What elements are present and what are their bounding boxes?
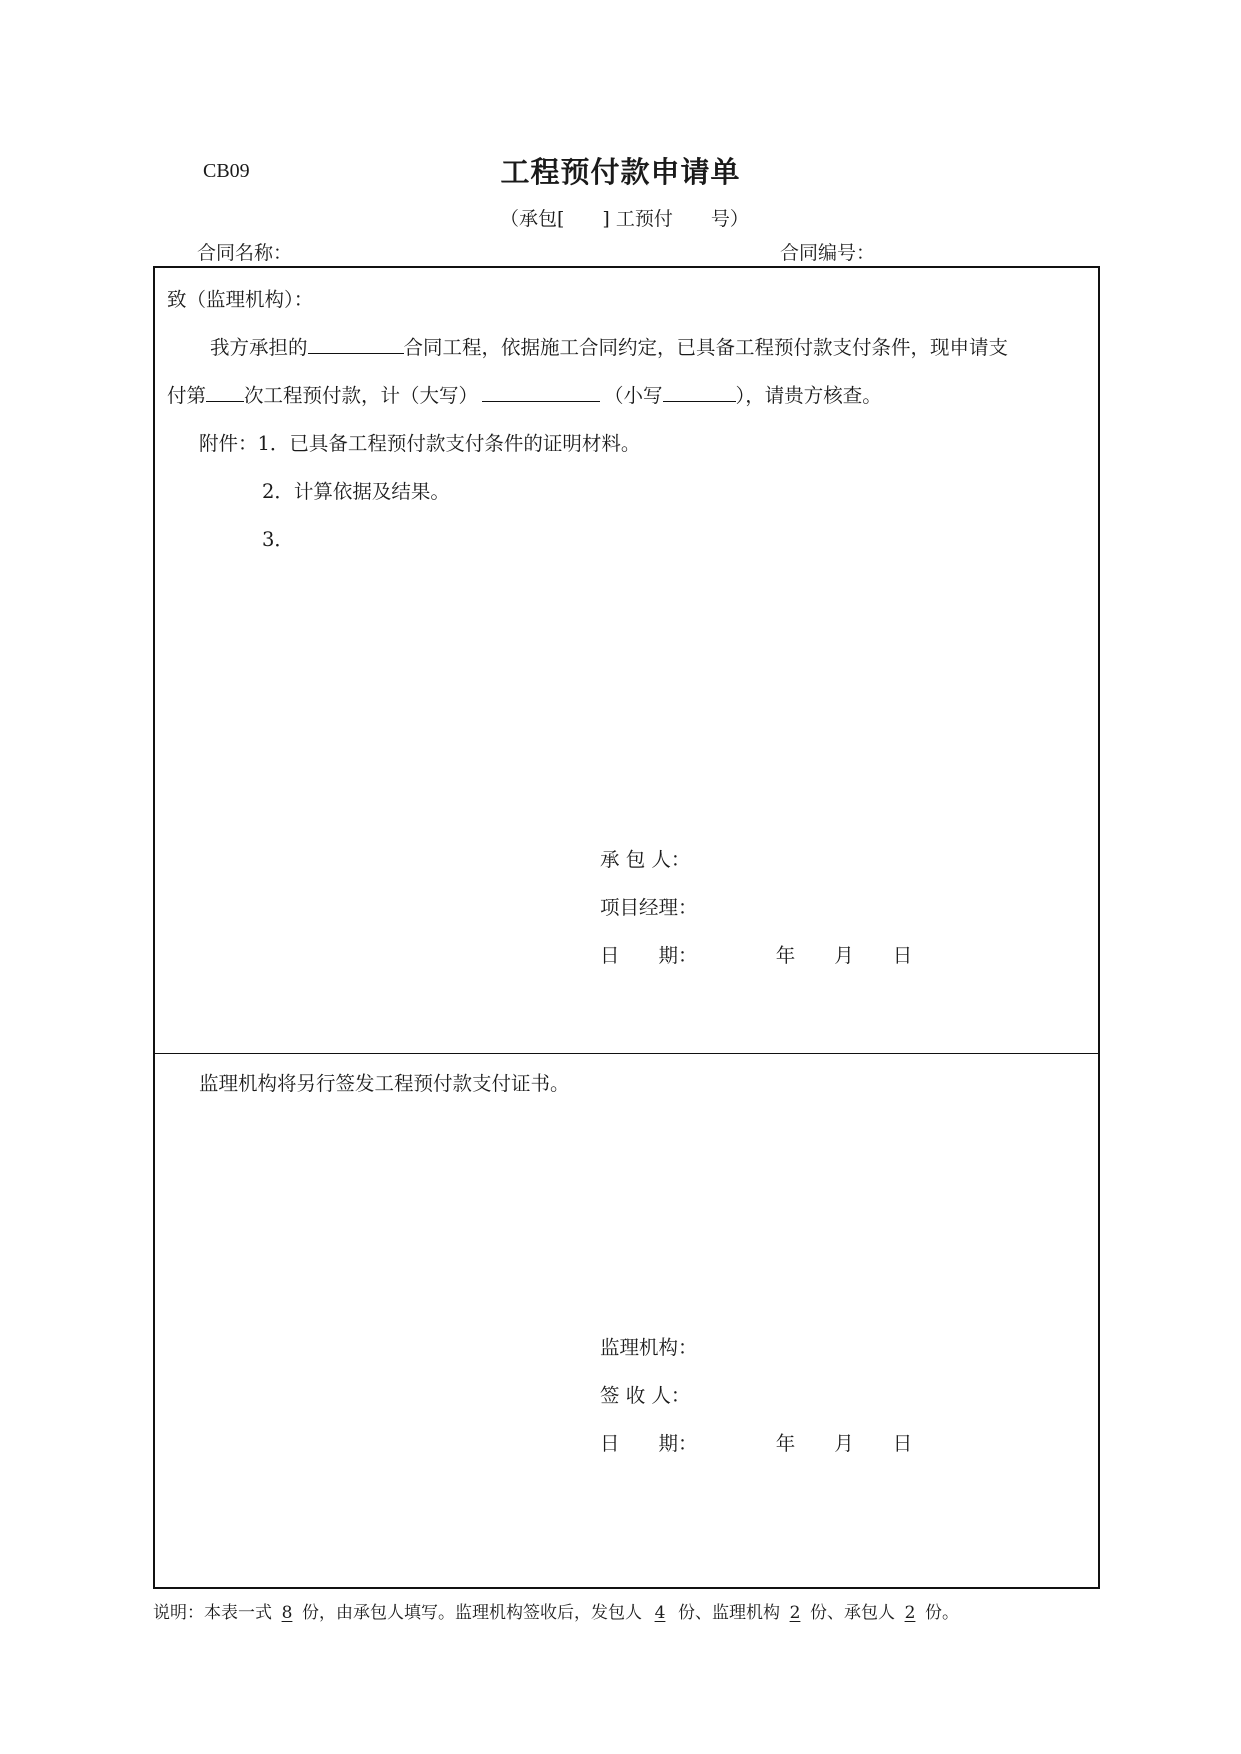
attachment-item-1: 1．已具备工程预付款支付条件的证明材料。 [257, 432, 641, 455]
body-text: 次工程预付款，计（大写） [244, 384, 479, 407]
form-frame [153, 266, 1100, 1589]
supervision-statement: 监理机构将另行签发工程预付款支付证书。 [199, 1072, 570, 1095]
footer-text: 份、承包人 [810, 1603, 895, 1623]
contractor-label: 承 包 人： [600, 848, 691, 871]
date-label: 日 期： [600, 944, 698, 967]
body-text: （小写 [604, 384, 663, 407]
application-paragraph-line-2 [167, 380, 882, 408]
date-value: 年 月 日 [775, 1432, 913, 1455]
copies-supervisor: 2 [789, 1603, 801, 1623]
contract-name-label: 合同名称： [197, 242, 293, 264]
section-divider [155, 1053, 1098, 1054]
attachments-label: 附件： [199, 432, 258, 455]
supervision-agency-label: 监理机构： [600, 1336, 698, 1359]
amount-in-figures-blank[interactable] [663, 381, 736, 402]
date-label: 日 期： [600, 1432, 698, 1455]
installment-number-blank[interactable] [206, 381, 244, 402]
footer-text: 份。 [925, 1603, 959, 1623]
footer-note [153, 1598, 959, 1623]
application-paragraph-line-1 [210, 332, 1008, 360]
footer-text: 份、监理机构 [678, 1603, 780, 1623]
attachment-item-3: 3． [262, 528, 294, 551]
body-text: 我方承担的 [210, 336, 308, 359]
contract-project-blank[interactable] [308, 333, 404, 354]
body-text: ），请贵方核查。 [735, 384, 882, 407]
receiver-line [600, 1380, 705, 1408]
body-text: 合同工程，依据施工合同约定，已具备工程预付款支付条件，现申请支 [403, 336, 1009, 359]
attachments-line-1 [199, 428, 640, 456]
copies-contractor: 2 [904, 1603, 916, 1623]
form-code: CB09 [203, 160, 250, 182]
supervision-date-line [600, 1428, 912, 1456]
copies-total: 8 [281, 1603, 293, 1623]
attachment-item-2: 2．计算依据及结果。 [262, 480, 450, 503]
page-title: 工程预付款申请单 [500, 155, 741, 189]
project-manager-line [600, 892, 705, 920]
supervision-agency-line [600, 1332, 705, 1360]
footer-text: 说明：本表一式 [153, 1603, 272, 1623]
copies-owner: 4 [654, 1603, 666, 1623]
receiver-label: 签 收 人： [600, 1384, 691, 1407]
footer-text: 份，由承包人填写。监理机构签收后，发包人 [302, 1603, 642, 1623]
date-value: 年 月 日 [775, 944, 913, 967]
project-manager-label: 项目经理： [600, 896, 698, 919]
amount-in-words-blank[interactable] [482, 381, 600, 402]
body-text: 付第 [167, 384, 207, 407]
application-date-line [600, 940, 912, 968]
form-number-line: （承包[ ] 工预付 号） [500, 208, 749, 230]
contract-number-label: 合同编号： [780, 242, 876, 264]
addressee-line: 致（监理机构）： [167, 288, 314, 311]
contractor-signature-line [600, 844, 705, 872]
